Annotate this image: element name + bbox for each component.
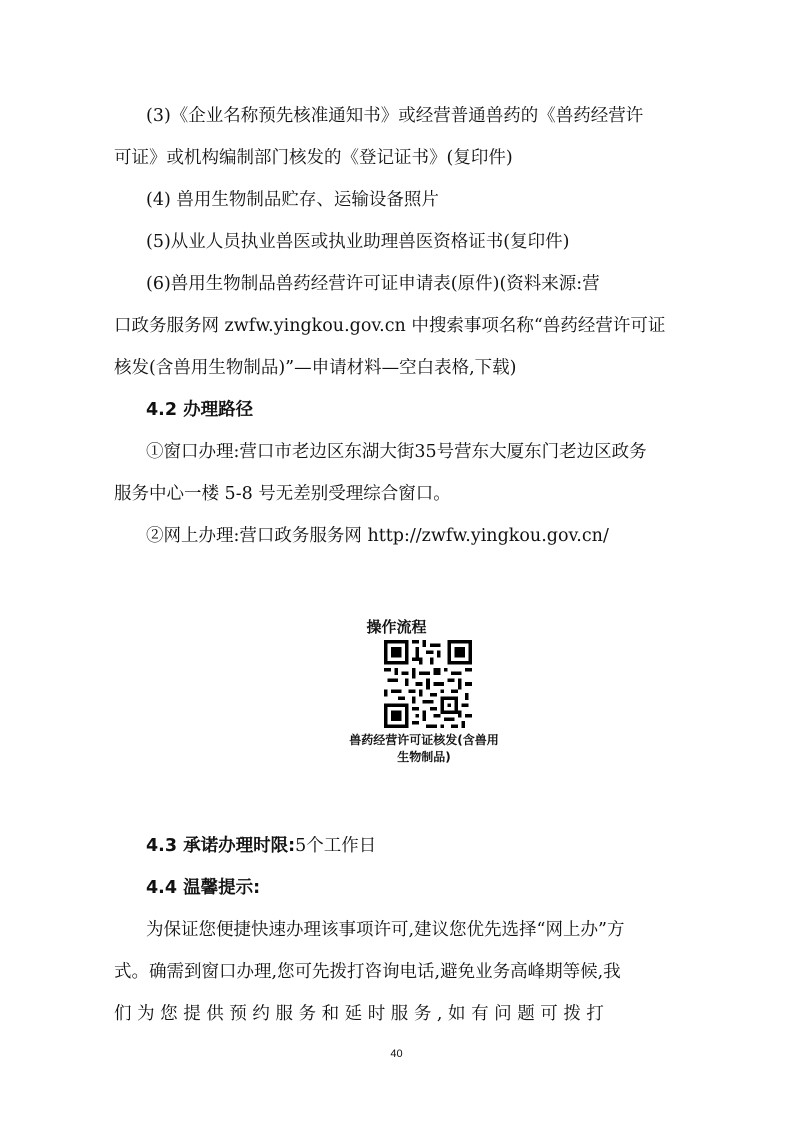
section-4-3-value: 5个工作日 — [295, 836, 377, 856]
qr-caption: 兽药经营许可证核发(含兽用生物制品) — [349, 733, 499, 764]
material-item-3-line1: (3)《企业名称预先核准通知书》或经营普通兽药的《兽药经营许 — [146, 106, 644, 126]
qr-title: 操作流程 — [366, 618, 427, 636]
material-item-6-line3: 核发(含兽用生物制品)”—申请材料—空白表格,下载) — [114, 358, 517, 378]
section-4-4-heading: 4.4 温馨提示: — [146, 878, 261, 898]
qr-code-icon — [384, 640, 472, 728]
material-item-4: (4) 兽用生物制品贮存、运输设备照片 — [146, 190, 439, 210]
section-4-3-label: 4.3 承诺办理时限: — [146, 836, 296, 856]
section-4-3-heading — [146, 834, 376, 858]
material-item-6-line2: 口政务服务网 zwfw.yingkou.gov.cn 中搜索事项名称“兽药经营许可证 — [114, 316, 666, 336]
window-processing-line1: ①窗口办理:营口市老边区东湖大街35号营东大厦东门老边区政务 — [146, 442, 647, 462]
material-item-5: (5)从业人员执业兽医或执业助理兽医资格证书(复印件) — [146, 232, 570, 252]
tip-paragraph-line2: 式。确需到窗口办理,您可先拨打咨询电话,避免业务高峰期等候,我 — [114, 962, 621, 982]
section-4-2-heading: 4.2 办理路径 — [146, 400, 254, 420]
tip-paragraph-line3: 们 为 您 提 供 预 约 服 务 和 延 时 服 务 , 如 有 问 题 可 拨 打 — [114, 1004, 604, 1024]
material-item-3-line2: 可证》或机构编制部门核发的《登记证书》(复印件) — [114, 148, 513, 168]
material-item-6-line1: (6)兽用生物制品兽药经营许可证申请表(原件)(资料来源:营 — [146, 274, 600, 294]
page-number: 40 — [390, 1048, 403, 1060]
online-processing-line: ②网上办理:营口政务服务网 http://zwfw.yingkou.gov.cn/ — [146, 526, 609, 546]
window-processing-line2: 服务中心一楼 5-8 号无差别受理综合窗口。 — [114, 484, 451, 504]
tip-paragraph-line1: 为保证您便捷快速办理该事项许可,建议您优先选择“网上办”方 — [146, 920, 625, 940]
